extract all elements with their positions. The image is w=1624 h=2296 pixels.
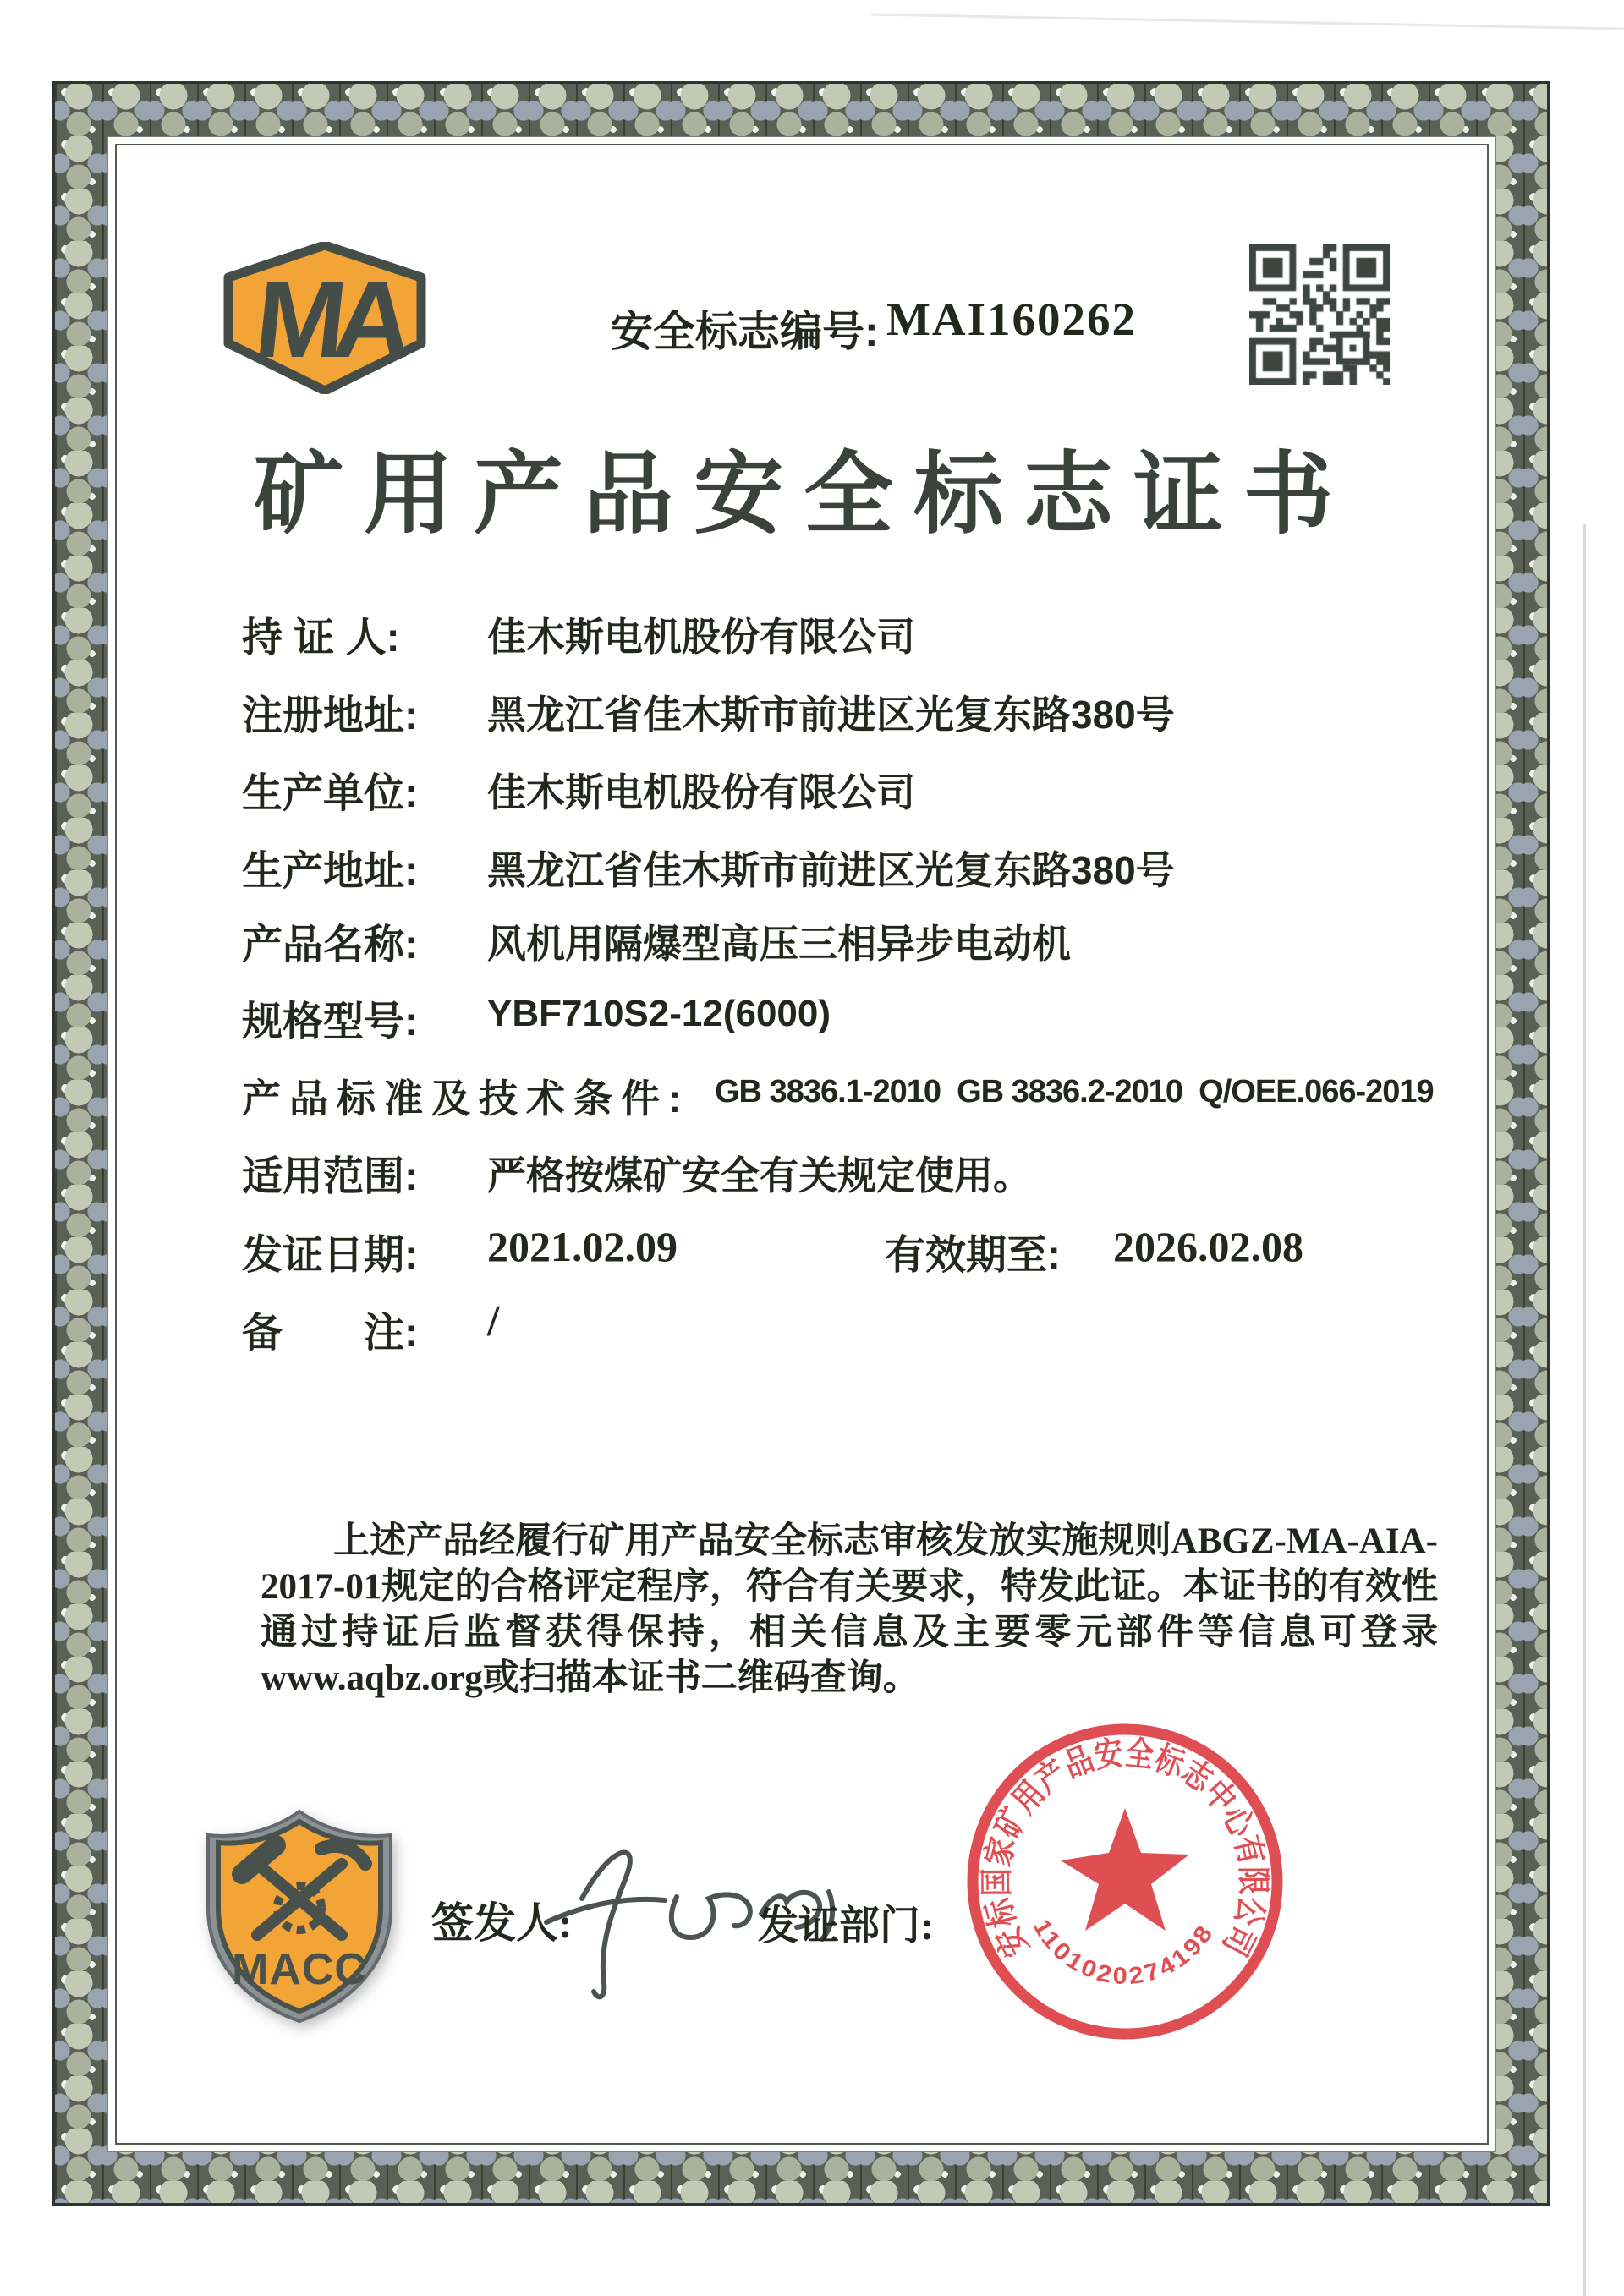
cert-number-label: 安全标志编号: bbox=[611, 308, 879, 355]
ma-safety-mark-logo bbox=[208, 242, 442, 394]
field-label-model: 规格型号: bbox=[242, 1000, 418, 1044]
cert-number-value: MAI160262 bbox=[886, 293, 1138, 345]
field-label-standards: 产品标准及技术条件: bbox=[242, 1077, 690, 1121]
ma-logo-text: MA bbox=[250, 260, 408, 381]
field-value-standards: GB 3836.1-2010 GB 3836.2-2010 Q/OEE.066-2019 bbox=[715, 1074, 1434, 1110]
field-label-producer: 生产单位: bbox=[242, 771, 418, 816]
field-value-model: YBF710S2-12(6000) bbox=[487, 993, 831, 1034]
field-value-holder: 佳木斯电机股份有限公司 bbox=[487, 615, 915, 659]
field-value-producer: 佳木斯电机股份有限公司 bbox=[487, 770, 915, 814]
field-value-valid-until: 2026.02.08 bbox=[1113, 1223, 1303, 1270]
svg-text:1101020274198 bbox=[1028, 1915, 1219, 1989]
field-label-issue-date: 发证日期: bbox=[242, 1233, 418, 1278]
field-label-holder: 持 证 人: bbox=[242, 616, 400, 660]
field-label-product-name: 产品名称: bbox=[242, 923, 418, 967]
red-star-icon bbox=[1061, 1808, 1189, 1931]
field-label-remarks: 备 注: bbox=[242, 1311, 418, 1356]
field-label-scope: 适用范围: bbox=[242, 1154, 418, 1199]
scan-artifact-line bbox=[871, 13, 1624, 30]
issuer-red-stamp bbox=[960, 1717, 1290, 2047]
field-label-reg-address: 注册地址: bbox=[242, 693, 418, 738]
scan-artifact-line bbox=[1583, 524, 1586, 2296]
field-value-remarks: / bbox=[487, 1297, 500, 1345]
macc-shield-logo bbox=[201, 1808, 398, 2026]
qr-code-icon bbox=[1249, 244, 1390, 385]
field-value-reg-address: 黑龙江省佳木斯市前进区光复东路380号 bbox=[487, 693, 1175, 737]
macc-label: MACC bbox=[232, 1945, 367, 1994]
field-value-scope: 严格按煤矿安全有关规定使用。 bbox=[487, 1153, 1032, 1197]
issuer-label: 发证部门: bbox=[758, 1904, 934, 1948]
stamp-ring-text: 安标国家矿用产品安全标志中心有限公司 bbox=[978, 1734, 1272, 1967]
signer-label: 签发人: bbox=[431, 1899, 573, 1947]
field-value-product-name: 风机用隔爆型高压三相异步电动机 bbox=[487, 922, 1071, 966]
field-value-prod-address: 黑龙江省佳木斯市前进区光复东路380号 bbox=[487, 848, 1175, 892]
certificate-title: 矿用产品安全标志证书 bbox=[254, 446, 1353, 545]
certificate-statement: 上述产品经履行矿用产品安全标志审核发放实施规则ABGZ-MA-AIA-2017-01规定的合格评定程序，符合有关要求，特发此证。本证书的有效性通过持证后监督获得保持，相关信息及主要零元部件等信息可登录www.aqbz.org或扫描本证书二维码查询。 bbox=[261, 1521, 1438, 1698]
field-label-prod-address: 生产地址: bbox=[242, 849, 418, 894]
stamp-number: 1101020274198 bbox=[1028, 1914, 1219, 1990]
field-value-issue-date: 2021.02.09 bbox=[487, 1223, 678, 1270]
field-label-valid-until: 有效期至: bbox=[885, 1233, 1061, 1278]
